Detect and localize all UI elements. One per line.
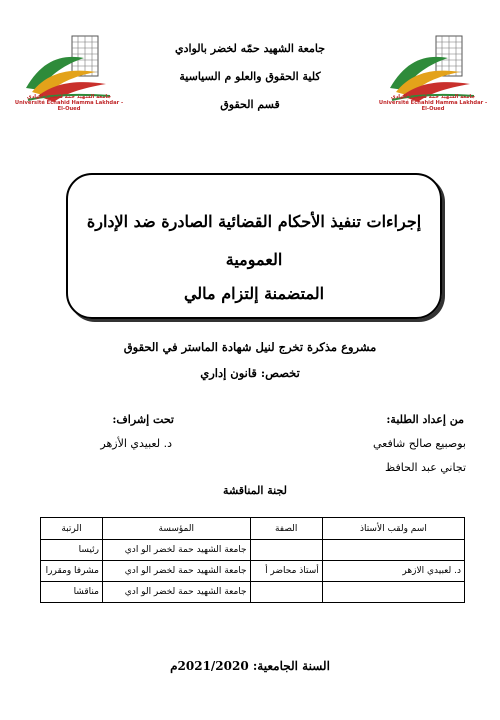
table-row [41, 582, 465, 603]
table-row [41, 561, 465, 582]
committee-table [40, 517, 465, 603]
logo-caption-right [378, 94, 488, 112]
member-role: مناقشا [41, 582, 103, 603]
academic-year: السنة الجامعية: 2021/2020م [170, 659, 330, 673]
logo-caption-left [14, 94, 124, 112]
member-institution: جامعة الشهيد حمة لخضر الو ادي [102, 561, 250, 582]
member-name [322, 582, 464, 603]
department-name: قسم الحقوق [220, 98, 280, 111]
member-role: مشرفا ومقررا [41, 561, 103, 582]
column-header-role: الرتبة [41, 518, 103, 540]
member-institution: جامعة الشهيد حمة لخضر الو ادي [102, 540, 250, 561]
student-name-1: بوصبيع صالح شافعي [372, 437, 466, 450]
member-role: رئيسا [41, 540, 103, 561]
member-name: د. لعبيدي الازهر [322, 561, 464, 582]
thesis-title-line-1: إجراءات تنفيذ الأحكام القضائية الصادرة ضد الإدارة [86, 212, 422, 231]
supervisor-name: د. لعبيدي الأزهر [100, 437, 172, 450]
column-header-rank: الصفة [250, 518, 322, 540]
specialty: تخصص: قانون إداري [200, 366, 300, 380]
logo-caption-arabic: جامعة الشهيد حمة لخضر - الوادي [390, 94, 476, 100]
student-name-2: تجاني عبد الحافظ [385, 461, 466, 474]
logo-caption-arabic: جامعة الشهيد حمة لخضر - الوادي [26, 94, 112, 100]
university-name: جامعة الشهيد حمّه لخضر بالوادي [174, 42, 326, 55]
member-rank [250, 540, 322, 561]
supervisor-label: تحت إشراف: [112, 413, 174, 426]
column-header-name: اسم ولقب الأستاذ [322, 518, 464, 540]
committee-heading: لجنة المناقشة [223, 484, 287, 497]
logo-caption-french: Université Echahid Hamma Lakhdar - El-Oued [14, 100, 124, 112]
logo-caption-french: Université Echahid Hamma Lakhdar - El-Oued [378, 100, 488, 112]
member-rank [250, 582, 322, 603]
column-header-institution: المؤسسة [102, 518, 250, 540]
memo-description: مشروع مذكرة تخرج لنيل شهادة الماستر في الحقوق [123, 340, 377, 354]
member-rank: أستاذ محاضر أ [250, 561, 322, 582]
table-row [41, 540, 465, 561]
students-label: من إعداد الطلبة: [386, 413, 464, 426]
member-institution: جامعة الشهيد حمة لخضر الو ادي [102, 582, 250, 603]
thesis-title-line-3: المتضمنة إلتزام مالي [183, 284, 325, 303]
faculty-name: كلية الحقوق والعلو م السياسية [179, 70, 321, 83]
member-name [322, 540, 464, 561]
thesis-title-line-2: العمومية [225, 250, 283, 269]
table-header-row [41, 518, 465, 540]
